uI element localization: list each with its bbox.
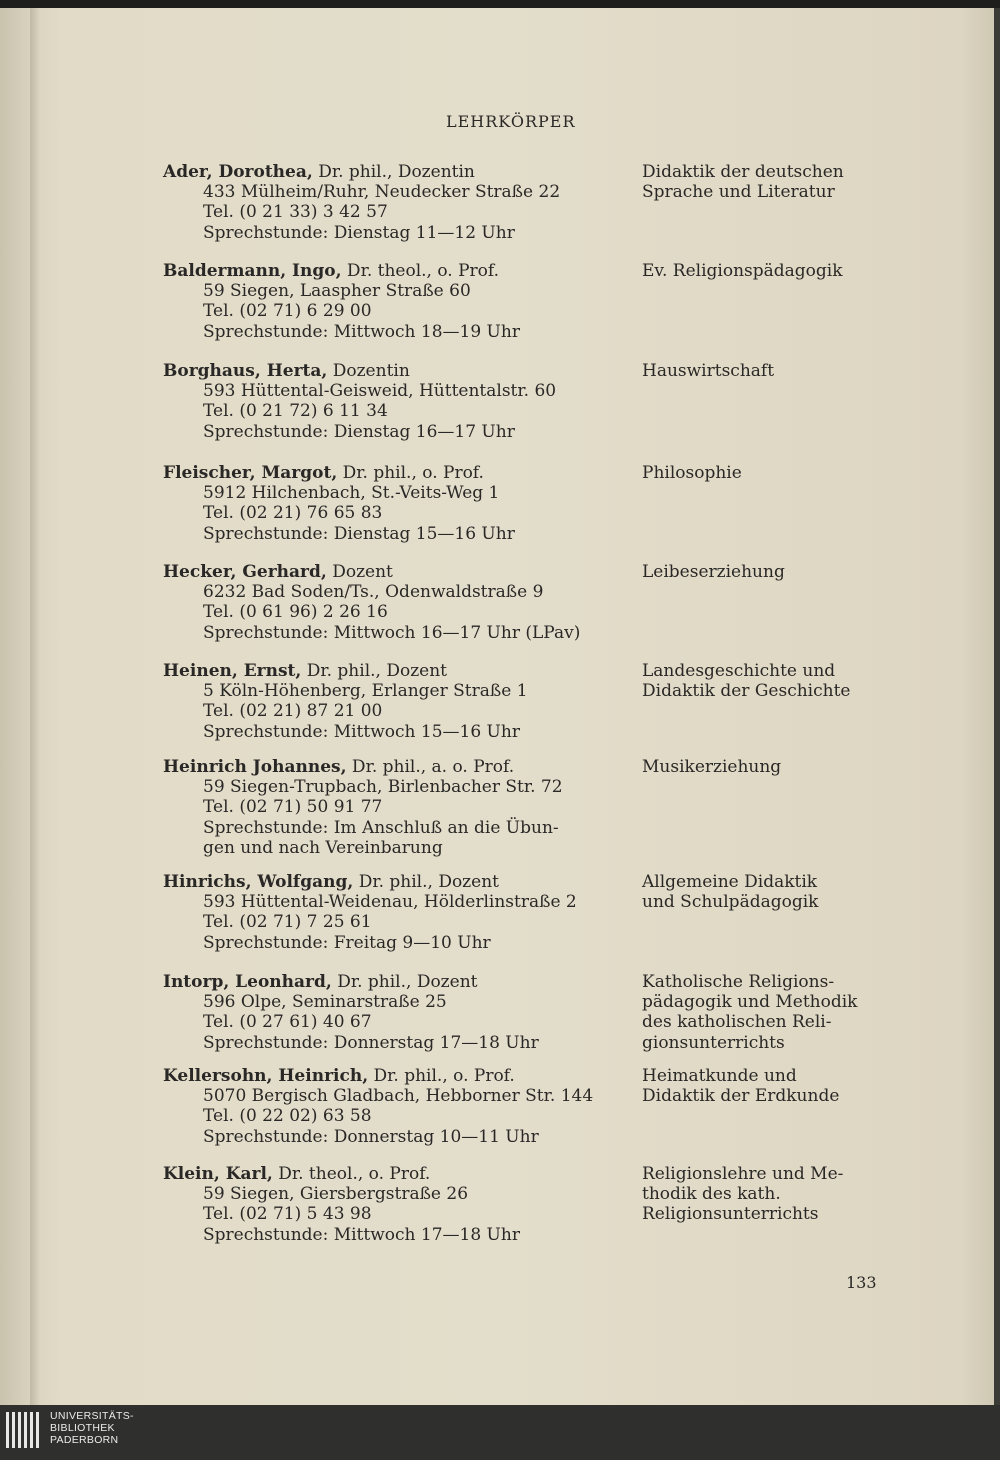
subject-line: Allgemeine Didaktik bbox=[642, 872, 818, 892]
faculty-subject bbox=[642, 562, 885, 582]
subject-line: Hauswirtschaft bbox=[642, 361, 775, 381]
page-gutter-shadow bbox=[30, 8, 40, 1405]
faculty-subject bbox=[642, 661, 885, 701]
entry-details bbox=[163, 463, 633, 544]
faculty-name: Ader, Dorothea, bbox=[163, 162, 313, 182]
subject-line: Philosophie bbox=[642, 463, 742, 483]
faculty-subject bbox=[642, 162, 885, 202]
faculty-phone: Tel. (02 71) 5 43 98 bbox=[203, 1204, 372, 1225]
faculty-office-hours-continued: gen und nach Vereinbarung bbox=[203, 837, 443, 858]
subject-line: Didaktik der Erdkunde bbox=[642, 1086, 840, 1107]
faculty-phone: Tel. (0 21 72) 6 11 34 bbox=[203, 401, 388, 422]
entry-details bbox=[163, 162, 633, 243]
faculty-office-hours: Sprechstunde: Im Anschluß an die Übun- bbox=[203, 817, 559, 838]
entry-details bbox=[163, 562, 633, 643]
faculty-subject bbox=[642, 1066, 885, 1106]
faculty-name: Baldermann, Ingo, bbox=[163, 261, 342, 281]
faculty-phone: Tel. (02 71) 6 29 00 bbox=[203, 301, 372, 322]
faculty-office-hours: Sprechstunde: Mittwoch 15—16 Uhr bbox=[203, 721, 520, 742]
faculty-subject bbox=[642, 757, 885, 777]
logo-line: UNIVERSITÄTS- bbox=[50, 1410, 134, 1422]
faculty-office-hours: Sprechstunde: Donnerstag 17—18 Uhr bbox=[203, 1032, 539, 1053]
faculty-subject bbox=[642, 463, 885, 483]
subject-line: Didaktik der deutschen bbox=[642, 162, 844, 182]
faculty-subject bbox=[642, 261, 885, 281]
subject-line: Ev. Religionspädagogik bbox=[642, 261, 843, 281]
faculty-name: Heinen, Ernst, bbox=[163, 661, 302, 681]
faculty-name: Klein, Karl, bbox=[163, 1164, 273, 1184]
subject-line: thodik des kath. bbox=[642, 1184, 781, 1205]
faculty-title: Dozent bbox=[326, 562, 393, 582]
faculty-office-hours: Sprechstunde: Mittwoch 16—17 Uhr (LPav) bbox=[203, 622, 581, 643]
subject-line: des katholischen Reli- bbox=[642, 1012, 832, 1033]
faculty-office-hours: Sprechstunde: Mittwoch 17—18 Uhr bbox=[203, 1224, 520, 1245]
scan-top-edge bbox=[0, 0, 1000, 8]
faculty-address: 433 Mülheim/Ruhr, Neudecker Straße 22 bbox=[203, 182, 561, 203]
faculty-title: Dr. theol., o. Prof. bbox=[341, 261, 499, 281]
page-number: 133 bbox=[846, 1273, 877, 1292]
faculty-office-hours: Sprechstunde: Dienstag 15—16 Uhr bbox=[203, 523, 515, 544]
faculty-title: Dr. theol., o. Prof. bbox=[272, 1164, 431, 1184]
entry-details bbox=[163, 972, 633, 1053]
subject-line: gionsunterrichts bbox=[642, 1032, 785, 1053]
faculty-phone: Tel. (0 22 02) 63 58 bbox=[203, 1106, 372, 1127]
logo-line: BIBLIOTHEK bbox=[50, 1422, 115, 1434]
subject-line: pädagogik und Methodik bbox=[642, 992, 858, 1013]
entry-details bbox=[163, 661, 633, 742]
faculty-office-hours: Sprechstunde: Freitag 9—10 Uhr bbox=[203, 932, 491, 953]
faculty-subject bbox=[642, 1164, 885, 1225]
faculty-office-hours: Sprechstunde: Dienstag 16—17 Uhr bbox=[203, 421, 515, 442]
faculty-title: Dr. phil., Dozent bbox=[331, 972, 478, 992]
subject-line: und Schulpädagogik bbox=[642, 892, 819, 913]
faculty-phone: Tel. (0 21 33) 3 42 57 bbox=[203, 202, 388, 223]
faculty-title: Dr. phil., o. Prof. bbox=[337, 463, 484, 483]
faculty-address: 593 Hüttental-Geisweid, Hüttentalstr. 60 bbox=[203, 381, 557, 402]
subject-line: Religionslehre und Me- bbox=[642, 1164, 844, 1184]
faculty-title: Dr. phil., Dozent bbox=[301, 661, 448, 681]
faculty-phone: Tel. (0 61 96) 2 26 16 bbox=[203, 602, 388, 623]
subject-line: Leibeserziehung bbox=[642, 562, 785, 582]
subject-line: Religionsunterrichts bbox=[642, 1204, 819, 1225]
faculty-address: 5912 Hilchenbach, St.-Veits-Weg 1 bbox=[203, 483, 500, 504]
faculty-name: Hecker, Gerhard, bbox=[163, 562, 327, 582]
faculty-address: 5070 Bergisch Gladbach, Hebborner Str. 144 bbox=[203, 1086, 594, 1107]
scan-right-edge bbox=[994, 8, 1000, 1405]
entry-details bbox=[163, 1164, 633, 1245]
faculty-name: Heinrich Johannes, bbox=[163, 757, 347, 777]
faculty-title: Dr. phil., Dozentin bbox=[312, 162, 475, 182]
faculty-address: 6232 Bad Soden/Ts., Odenwaldstraße 9 bbox=[203, 582, 544, 603]
faculty-subject bbox=[642, 872, 885, 912]
faculty-address: 5 Köln-Höhenberg, Erlanger Straße 1 bbox=[203, 681, 528, 702]
subject-line: Didaktik der Geschichte bbox=[642, 681, 851, 702]
entry-details bbox=[163, 757, 633, 858]
faculty-subject bbox=[642, 972, 885, 1053]
logo-line: PADERBORN bbox=[50, 1434, 119, 1446]
subject-line: Landesgeschichte und bbox=[642, 661, 836, 681]
faculty-title: Dozentin bbox=[327, 361, 410, 381]
faculty-phone: Tel. (02 21) 76 65 83 bbox=[203, 503, 383, 524]
subject-line: Sprache und Literatur bbox=[642, 182, 835, 203]
faculty-office-hours: Sprechstunde: Dienstag 11—12 Uhr bbox=[203, 222, 515, 243]
faculty-name: Fleischer, Margot, bbox=[163, 463, 338, 483]
entry-details bbox=[163, 261, 633, 342]
faculty-address: 596 Olpe, Seminarstraße 25 bbox=[203, 992, 447, 1013]
faculty-phone: Tel. (02 71) 50 91 77 bbox=[203, 797, 383, 818]
faculty-name: Intorp, Leonhard, bbox=[163, 972, 332, 992]
faculty-name: Borghaus, Herta, bbox=[163, 361, 328, 381]
subject-line: Heimatkunde und bbox=[642, 1066, 797, 1086]
faculty-name: Hinrichs, Wolfgang, bbox=[163, 872, 354, 892]
faculty-title: Dr. phil., o. Prof. bbox=[368, 1066, 515, 1086]
subject-line: Katholische Religions- bbox=[642, 972, 835, 992]
faculty-name: Kellersohn, Heinrich, bbox=[163, 1066, 369, 1086]
faculty-phone: Tel. (02 71) 7 25 61 bbox=[203, 912, 372, 933]
faculty-address: 59 Siegen, Giersbergstraße 26 bbox=[203, 1184, 469, 1205]
running-head: LEHRKÖRPER bbox=[446, 112, 576, 131]
faculty-address: 593 Hüttental-Weidenau, Hölderlinstraße 2 bbox=[203, 892, 577, 913]
subject-line: Musikerziehung bbox=[642, 757, 782, 777]
faculty-title: Dr. phil., a. o. Prof. bbox=[346, 757, 515, 777]
faculty-office-hours: Sprechstunde: Mittwoch 18—19 Uhr bbox=[203, 321, 520, 342]
library-logo-text bbox=[50, 1410, 190, 1446]
faculty-title: Dr. phil., Dozent bbox=[353, 872, 499, 892]
entry-details bbox=[163, 361, 633, 442]
faculty-subject bbox=[642, 361, 885, 381]
faculty-phone: Tel. (02 21) 87 21 00 bbox=[203, 701, 383, 722]
faculty-address: 59 Siegen, Laaspher Straße 60 bbox=[203, 281, 471, 302]
entry-details bbox=[163, 1066, 633, 1147]
faculty-phone: Tel. (0 27 61) 40 67 bbox=[203, 1012, 372, 1033]
faculty-office-hours: Sprechstunde: Donnerstag 10—11 Uhr bbox=[203, 1126, 539, 1147]
faculty-address: 59 Siegen-Trupbach, Birlenbacher Str. 72 bbox=[203, 777, 563, 798]
library-logo-icon bbox=[6, 1412, 42, 1452]
entry-details bbox=[163, 872, 633, 953]
